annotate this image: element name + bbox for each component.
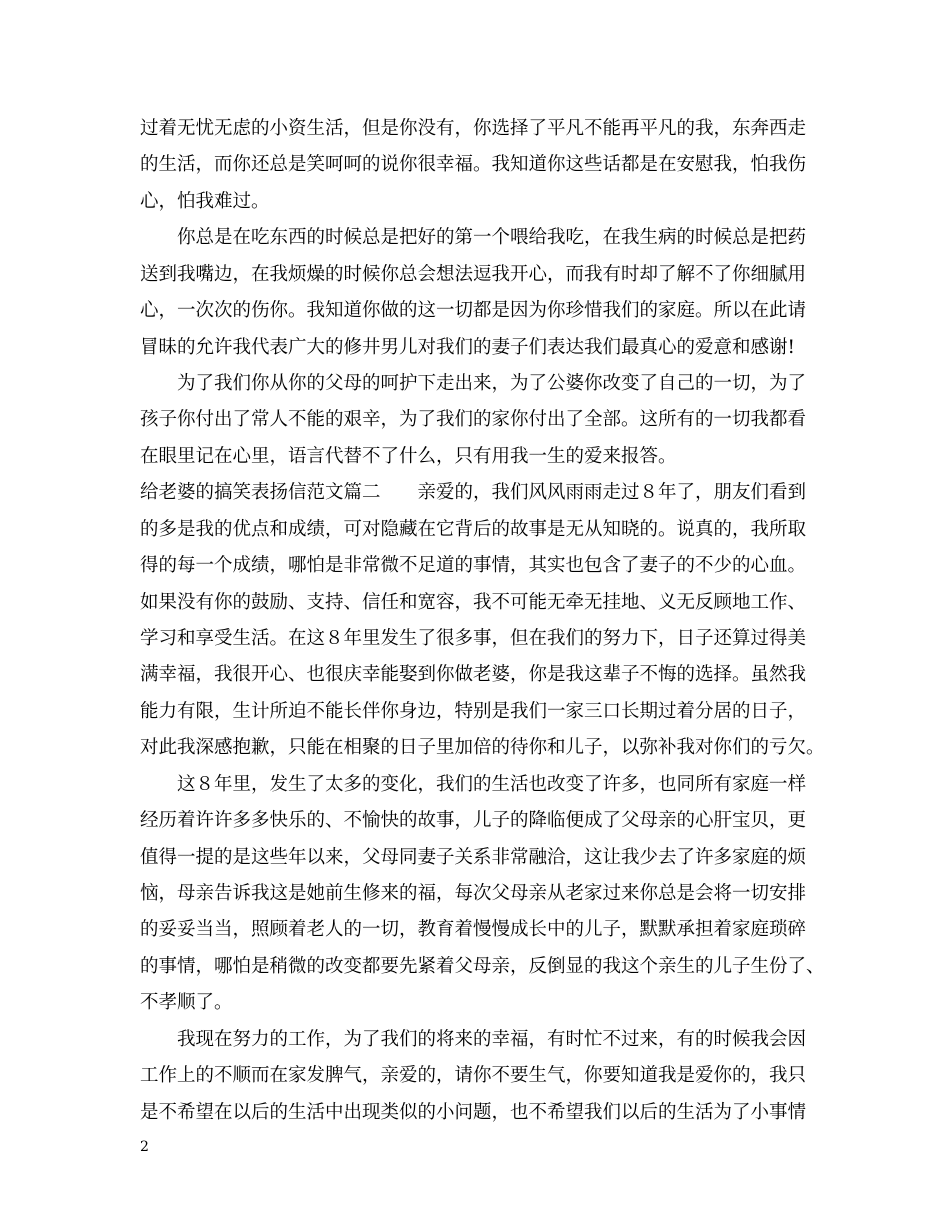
text-line: 你总是在吃东西的时候总是把好的第一个喂给我吃，在我生病的时候总是把药 <box>140 227 807 248</box>
text-line: 得的每一个成绩，哪怕是非常微不足道的事情，其实也包含了妻子的不少的心血。 <box>140 555 807 576</box>
text-line: 送到我嘴边，在我烦燥的时候你总会想法逗我开心，而我有时却了解不了你细腻用 <box>140 264 807 285</box>
text-line: 的事情，哪怕是稍微的改变都要先紧着父母亲，反倒显的我这个亲生的儿子生份了、 <box>140 956 825 977</box>
text-line: 恼，母亲告诉我这是她前生修来的福，每次父母亲从老家过来你总是会将一切安排 <box>140 883 807 904</box>
text-line: 为了我们你从你的父母的呵护下走出来，为了公婆你改变了自己的一切，为了 <box>140 373 807 394</box>
text-line: 这８年里，发生了太多的变化，我们的生活也改变了许多，也同所有家庭一样 <box>140 774 807 795</box>
text-line: 值得一提的是这些年以来，父母同妻子关系非常融洽，这让我少去了许多家庭的烦 <box>140 847 807 868</box>
text-line: 不孝顺了。 <box>140 992 233 1013</box>
text-line: 满幸福，我很开心、也很庆幸能娶到你做老婆，你是我这辈子不悔的选择。虽然我 <box>140 664 807 685</box>
text-line: 心，一次次的伤你。我知道你做的这一切都是因为你珍惜我们的家庭。所以在此请 <box>140 300 807 321</box>
text-line: 心，怕我难过。 <box>140 191 270 212</box>
text-line: 如果没有你的鼓励、支持、信任和宽容，我不可能无牵无挂地、义无反顾地工作、 <box>140 592 807 613</box>
text-line: 能力有限，生计所迫不能长伴你身边，特别是我们一家三口长期过着分居的日子， <box>140 701 807 722</box>
text-line: 的多是我的优点和成绩，可对隐藏在它背后的故事是无从知晓的。说真的，我所取 <box>140 519 807 540</box>
text-line: 冒昧的允许我代表广大的修井男儿对我们的妻子们表达我们最真心的爱意和感谢! <box>140 337 795 358</box>
text-line: 学习和享受生活。在这８年里发生了很多事，但在我们的努力下，日子还算过得美 <box>140 628 807 649</box>
text-line: 工作上的不顺而在家发脾气，亲爱的，请你不要生气，你要知道我是爱你的，我只 <box>140 1065 807 1086</box>
section-heading-line: 给老婆的搞笑表扬信范文篇二 亲爱的，我们风风雨雨走过８年了，朋友们看到 <box>140 482 807 503</box>
text-line: 的生活，而你还总是笑呵呵的说你很幸福。我知道你这些话都是在安慰我，怕我伤 <box>140 154 807 175</box>
text-line: 是不希望在以后的生活中出现类似的小问题，也不希望我们以后的生活为了小事情 <box>140 1102 807 1123</box>
page-number: 2 <box>140 1139 149 1155</box>
text-line: 的妥妥当当，照顾着老人的一切，教育着慢慢成长中的儿子，默默承担着家庭琐碎 <box>140 919 807 940</box>
text-line: 我现在努力的工作，为了我们的将来的幸福，有时忙不过来，有的时候我会因 <box>140 1029 807 1050</box>
text-line: 过着无忧无虑的小资生活，但是你没有，你选择了平凡不能再平凡的我，东奔西走 <box>140 118 807 139</box>
text-line: 经历着许许多多快乐的、不愉快的故事，儿子的降临便成了父母亲的心肝宝贝，更 <box>140 810 807 831</box>
text-line: 在眼里记在心里，语言代替不了什么，只有用我一生的爱来报答。 <box>140 446 677 467</box>
text-line: 对此我深感抱歉，只能在相聚的日子里加倍的待你和儿子，以弥补我对你们的亏欠。 <box>140 737 825 758</box>
text-line: 孩子你付出了常人不能的艰辛，为了我们的家你付出了全部。这所有的一切我都看 <box>140 409 807 430</box>
